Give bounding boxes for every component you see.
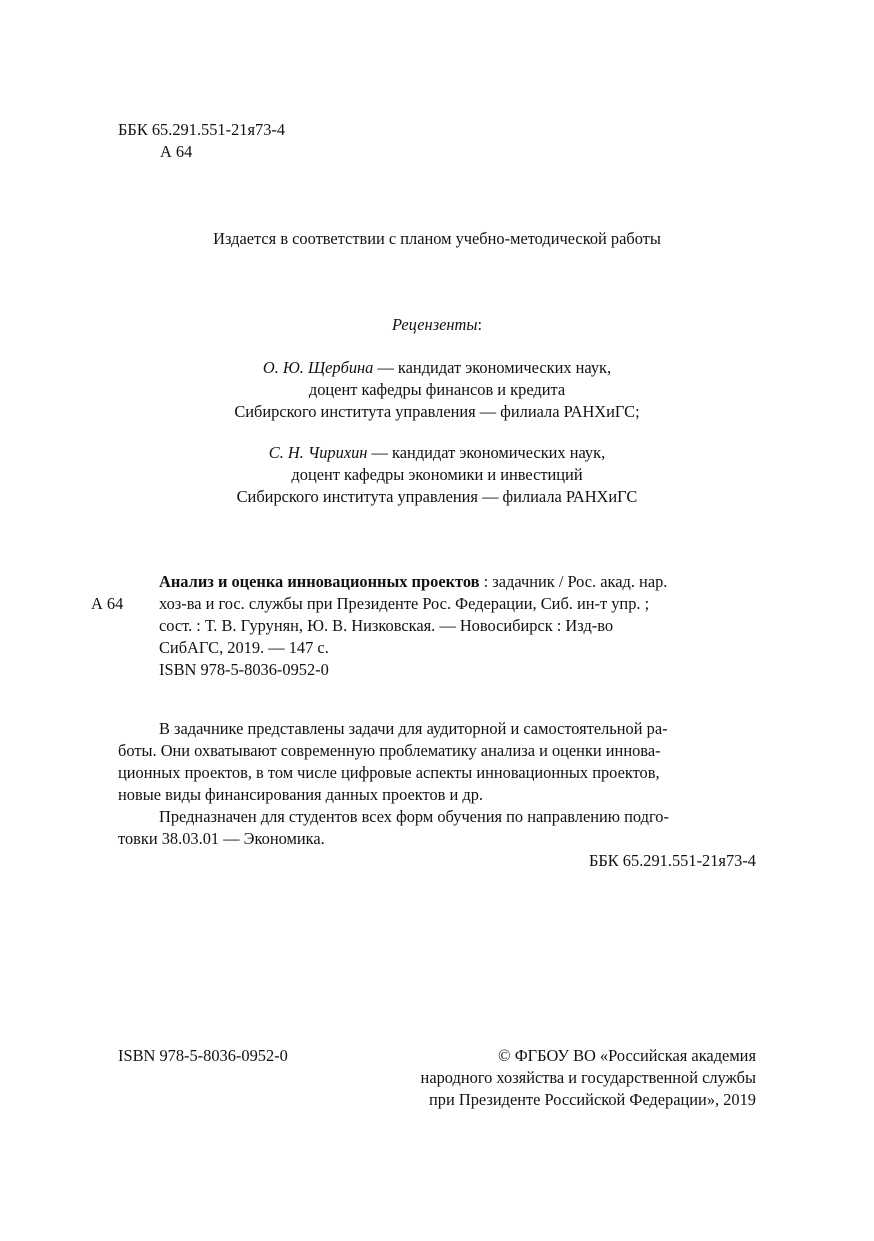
book-type: : задачник / Рос. акад. нар. [479, 572, 668, 591]
reviewer-1-degree: — кандидат экономических наук, [373, 358, 612, 377]
bbk-code: ББК 65.291.551-21я73-4 [118, 120, 286, 139]
bibliographic-isbn: ISBN 978-5-8036-0952-0 [159, 660, 329, 679]
annotation-p1-line2: боты. Они охватывают современную проблематику анализа и оценки иннова- [118, 741, 661, 760]
copyright-line1: © ФГБОУ ВО «Российская академия [498, 1046, 756, 1065]
annotation-p1-line1: В задачнике представлены задачи для аудиторной и самостоятельной ра- [159, 719, 668, 738]
reviewer-1-line2: доцент кафедры финансов и кредита [308, 380, 566, 399]
reviewer-2-name: С. Н. Чирихин [268, 443, 368, 462]
reviewer-2 [0, 442, 874, 508]
reviewer-2-line1 [0, 442, 874, 464]
bibliographic-mark: А 64 [91, 594, 124, 613]
bibliographic-line3: сост. : Т. В. Гурунян, Ю. В. Низковская. — Новосибирск : Изд-во [159, 616, 614, 635]
reviewers-title-colon: : [477, 315, 482, 334]
author-mark: А 64 [160, 142, 193, 161]
reviewers-title: Рецензенты [391, 315, 478, 334]
reviewer-1-line3: Сибирского института управления — филиала РАНХиГС; [234, 402, 640, 421]
copyright-line2: народного хозяйства и государственной службы [420, 1068, 756, 1087]
bibliographic-line4: СибАГС, 2019. — 147 с. [159, 638, 329, 657]
annotation-bbk: ББК 65.291.551-21я73-4 [588, 851, 756, 870]
footer-isbn: ISBN 978-5-8036-0952-0 [118, 1046, 288, 1065]
book-title: Анализ и оценка инновационных проектов [159, 572, 480, 591]
reviewers-heading [0, 314, 874, 336]
bibliographic-record [159, 571, 756, 681]
reviewer-2-degree: — кандидат экономических наук, [367, 443, 606, 462]
bibliographic-line1 [159, 571, 756, 593]
publication-note: Издается в соответствии с планом учебно-методической работы [213, 229, 661, 248]
copyright-line3: при Президенте Российской Федерации», 2019 [429, 1090, 756, 1109]
annotation-p2-line1: Предназначен для студентов всех форм обучения по направлению подго- [159, 807, 669, 826]
annotation-p1-line3: ционных проектов, в том числе цифровые аспекты инновационных проектов, [118, 763, 660, 782]
reviewer-1 [0, 357, 874, 423]
reviewer-2-line2: доцент кафедры экономики и инвестиций [291, 465, 583, 484]
copyright-block [300, 1045, 756, 1111]
reviewer-1-line1 [0, 357, 874, 379]
annotation [118, 718, 756, 872]
annotation-p1-line4: новые виды финансирования данных проектов и др. [118, 785, 484, 804]
reviewer-2-line3: Сибирского института управления — филиала РАНХиГС [236, 487, 638, 506]
bibliographic-line2: хоз-ва и гос. службы при Президенте Рос. Федерации, Сиб. ин-т упр. ; [159, 594, 650, 613]
reviewer-1-name: О. Ю. Щербина [262, 358, 374, 377]
annotation-p2-line2: товки 38.03.01 — Экономика. [118, 829, 325, 848]
